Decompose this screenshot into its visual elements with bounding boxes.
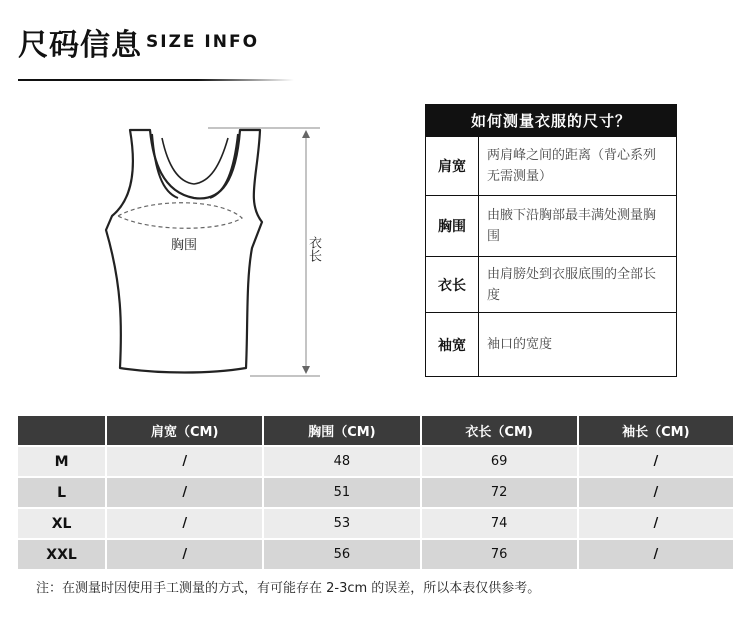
measure-guide [425,104,677,377]
table-row [18,507,733,538]
guide-desc: 两肩峰之间的距离（背心系列无需测量） [487,148,657,184]
shoulder-cell: / [107,476,264,507]
chest-label: 胸围 [171,238,198,253]
sleeve-cell: / [579,538,733,569]
page-subtitle: SIZE INFO [146,32,260,52]
table-row [18,445,733,476]
length-cell: 72 [422,476,579,507]
guide-key: 袖宽 [426,313,479,376]
guide-desc: 袖口的宽度 [487,337,553,352]
length-arrow-down [302,366,310,374]
guide-row [426,256,676,312]
page-title: 尺码信息 [18,28,142,63]
size-table-header [18,416,733,445]
chest-cell: 51 [264,476,421,507]
guide-key: 肩宽 [426,137,479,195]
sleeve-cell: / [579,476,733,507]
shoulder-cell: / [107,445,264,476]
column-header [18,416,107,445]
column-header: 袖长（CM) [579,416,733,445]
table-row [18,538,733,569]
sleeve-cell: / [579,507,733,538]
measure-guide-title: 如何测量衣服的尺寸？ [426,105,676,136]
size-cell: M [18,445,107,476]
length-cell: 69 [422,445,579,476]
guide-row [426,195,676,256]
size-table [18,416,733,569]
racerback-strap [152,134,238,198]
size-cell: XXL [18,538,107,569]
chest-cell: 56 [264,538,421,569]
shoulder-cell: / [107,507,264,538]
guide-row [426,136,676,195]
shoulder-cell: / [107,538,264,569]
size-cell: L [18,476,107,507]
length-cell: 76 [422,538,579,569]
column-header: 肩宽（CM) [107,416,264,445]
guide-key: 衣长 [426,257,479,312]
title-underline [18,79,294,81]
guide-row [426,312,676,376]
length-label: 衣长 [306,236,321,262]
footnote: 注：在测量时因使用手工测量的方式，有可能存在 2-3cm 的误差，所以本表仅供参考。 [36,581,541,596]
table-row [18,476,733,507]
guide-key: 胸围 [426,196,479,256]
guide-desc: 由腋下沿胸部最丰满处测量胸围 [487,208,657,244]
racerback-inner [162,138,228,184]
chest-cell: 53 [264,507,421,538]
chest-measure-line [118,203,242,229]
chest-cell: 48 [264,445,421,476]
column-header: 衣长（CM) [422,416,579,445]
guide-desc: 由肩膀处到衣服底围的全部长度 [487,266,657,303]
size-cell: XL [18,507,107,538]
length-cell: 74 [422,507,579,538]
sleeve-cell: / [579,445,733,476]
column-header: 胸围（CM) [264,416,421,445]
length-arrow-up [302,130,310,138]
